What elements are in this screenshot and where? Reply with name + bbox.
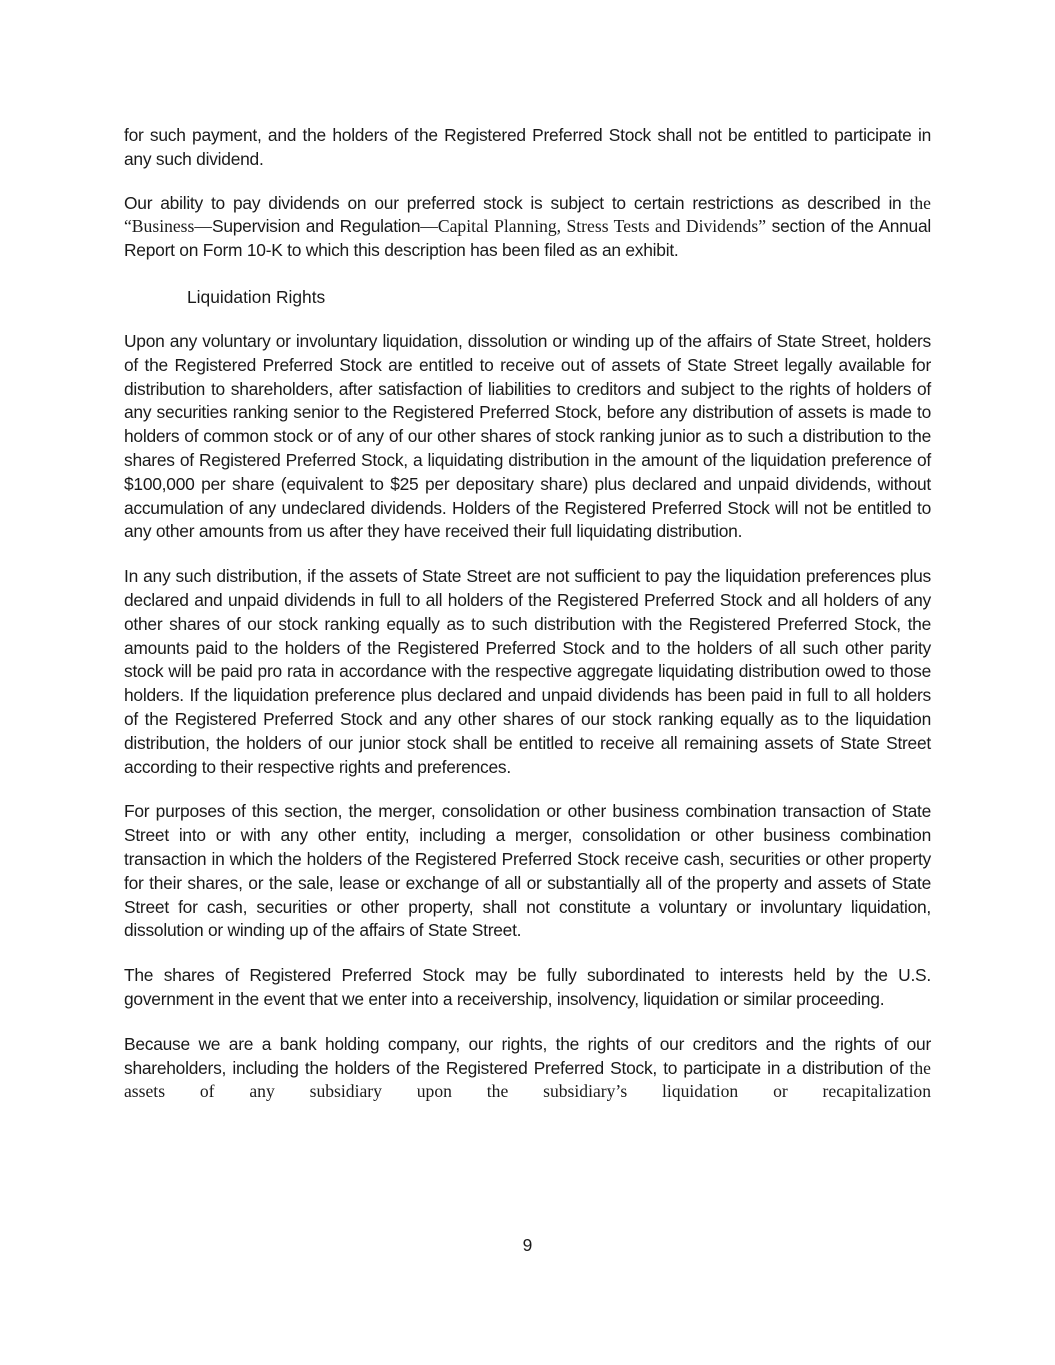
paragraph-pro-rata-distribution: In any such distribution, if the assets of State Street are not sufficient to pay the liquidation preferences plus declared and unpaid dividends in full to all holders of the Registered Preferred Stock and all holders of any other shares of our stock ranking equally as to such distribution with the Registered Preferred Stock, the amounts paid to the holders of the Registered Preferred Stock and to the holders of all such other parity stock will be paid pro rata in accordance with the respective aggregate liquidating distribution owed to those holders. If the liquidation preference plus declared and unpaid dividends has been paid in full to all holders of the Registered Preferred Stock and any other shares of our stock ranking equally as to the liquidation distribution, the holders of our junior stock shall be entitled to receive all remaining assets of State Street according to their respective rights and preferences. (124, 566, 931, 777)
paragraph-dividend-restrictions-serif-1: the “Business— (124, 192, 931, 237)
paragraph-bank-holding-company (124, 1033, 931, 1104)
section-heading-liquidation-rights: Liquidation Rights (187, 286, 326, 307)
paragraph-liquidation-distribution: Upon any voluntary or involuntary liquidation, dissolution or winding up of the affairs of State Street, holders of the Registered Preferred Stock are entitled to receive out of assets of State Street legally available for distribution to shareholders, after satisfaction of liabilities to creditors and subject to the rights of holders of any securities ranking senior to the Registered Preferred Stock, before any distribution of assets is made to holders of common stock or of any of our other shares of stock ranking junior as to such a distribution to the shares of Registered Preferred Stock, a liquidating distribution in the amount of the liquidation preference of $100,000 per share (equivalent to $25 per depositary share) plus declared and unpaid dividends, without accumulation of any undeclared dividends. Holders of the Registered Preferred Stock will not be entitled to any other amounts from us after they have received their full liquidating distribution. (124, 330, 931, 542)
paragraph-bank-holding-company-serif: the assets of any subsidiary upon the subsidiary’s liquidation or recapitalization (124, 1057, 931, 1102)
page-number: 9 (522, 1235, 533, 1255)
paragraph-dividend-restrictions (124, 192, 931, 263)
paragraph-dividend-restrictions-text-1: Our ability to pay dividends on our preferred stock is subject to certain restrictions as described in (124, 192, 910, 213)
document-page (124, 124, 931, 1104)
paragraph-dividend-restrictions-text-3: section of the Annual Report on Form 10-K to which this description has been filed as an exhibit. (124, 216, 931, 261)
paragraph-bank-holding-company-text: Because we are a bank holding company, our rights, the rights of our creditors and the rights of our shareholders, including the holders of the Registered Preferred Stock, to participate in a distribution of (124, 1033, 931, 1078)
paragraph-dividend-participation: for such payment, and the holders of the Registered Preferred Stock shall not be entitled to participate in any such dividend. (124, 125, 931, 169)
paragraph-dividend-restrictions-serif-2: —Capital Planning, Stress Tests and Dividends” (420, 216, 767, 237)
paragraph-merger-not-liquidation: For purposes of this section, the merger, consolidation or other business combination transaction of State Street into or with any other entity, including a merger, consolidation or other business combination transaction in which the holders of the Registered Preferred Stock receive cash, securities or other property for their shares, or the sale, lease or exchange of all or substantially all of the property and assets of State Street for cash, securities or other property, shall not constitute a voluntary or involuntary liquidation, dissolution or winding up of the affairs of State Street. (124, 801, 931, 941)
paragraph-subordination: The shares of Registered Preferred Stock may be fully subordinated to interests held by the U.S. government in the event that we enter into a receivership, insolvency, liquidation or similar proceeding. (124, 965, 931, 1009)
paragraph-dividend-restrictions-text-2: Supervision and Regulation (211, 216, 421, 237)
